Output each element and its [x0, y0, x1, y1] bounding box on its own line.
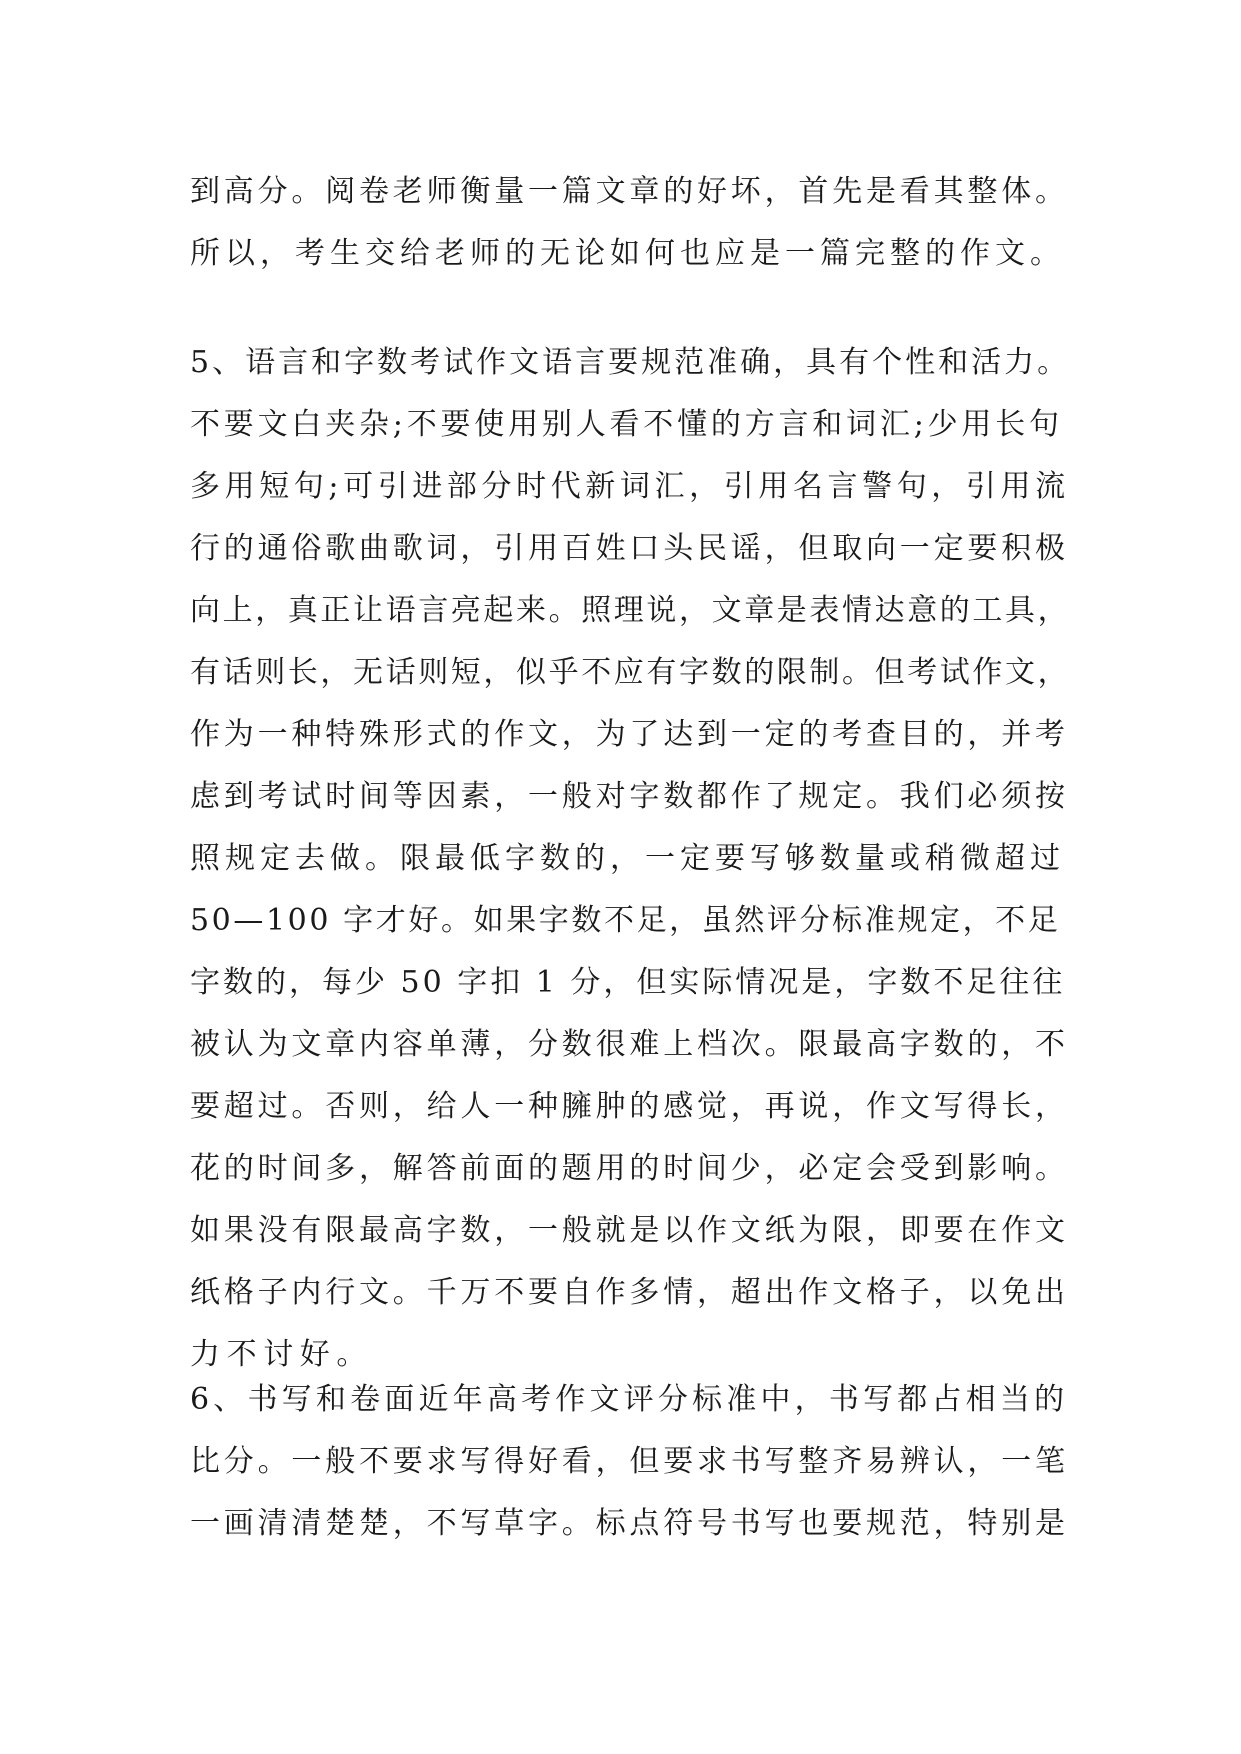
text-line: 如果没有限最高字数，一般就是以作文纸为限，即要在作文 — [190, 1213, 1069, 1248]
text-line: 虑到考试时间等因素，一般对字数都作了规定。我们必须按 — [190, 779, 1069, 814]
text-line: 作为一种特殊形式的作文，为了达到一定的考查目的，并考 — [190, 717, 1069, 752]
text-line: 被认为文章内容单薄，分数很难上档次。限最高字数的，不 — [190, 1027, 1069, 1062]
text-line: 字数的，每少 50 字扣 1 分，但实际情况是，字数不足往往 — [190, 965, 1066, 1000]
text-line: 向上，真正让语言亮起来。照理说，文章是表情达意的工具， — [190, 593, 1071, 628]
paragraph-language-and-word-count — [190, 332, 1070, 1386]
text-line: 到高分。阅卷老师衡量一篇文章的好坏，首先是看其整体。 — [190, 174, 1069, 209]
text-line: 纸格子内行文。千万不要自作多情，超出作文格子，以免出 — [190, 1275, 1069, 1310]
text-line: 多用短句;可引进部分时代新词汇，引用名言警句，引用流 — [190, 469, 1070, 504]
text-line: 力不讨好。 — [190, 1337, 373, 1372]
text-line: 要超过。否则，给人一种臃肿的感觉，再说，作文写得长， — [190, 1089, 1069, 1124]
text-line: 一画清清楚楚，不写草字。标点符号书写也要规范，特别是 — [190, 1506, 1069, 1541]
paragraph-handwriting-and-layout — [190, 1369, 1070, 1555]
text-line: 50—100 字才好。如果字数不足，虽然评分标准规定，不足 — [190, 903, 1061, 938]
paragraph-continuation — [190, 161, 1070, 285]
text-line: 照规定去做。限最低字数的，一定要写够数量或稍微超过 — [190, 841, 1065, 876]
text-line: 6、书写和卷面近年高考作文评分标准中，书写都占相当的 — [190, 1382, 1069, 1417]
text-line: 比分。一般不要求写得好看，但要求书写整齐易辨认，一笔 — [190, 1444, 1069, 1479]
text-line: 行的通俗歌曲歌词，引用百姓口头民谣，但取向一定要积极 — [190, 531, 1069, 566]
text-line: 花的时间多，解答前面的题用的时间少，必定会受到影响。 — [190, 1151, 1069, 1186]
text-line: 不要文白夹杂;不要使用别人看不懂的方言和词汇;少用长句 — [190, 407, 1063, 442]
text-line: 5、语言和字数考试作文语言要规范准确，具有个性和活力。 — [190, 345, 1071, 380]
text-line: 所以，考生交给老师的无论如何也应是一篇完整的作文。 — [190, 236, 1065, 271]
text-line: 有话则长，无话则短，似乎不应有字数的限制。但考试作文， — [190, 655, 1071, 690]
